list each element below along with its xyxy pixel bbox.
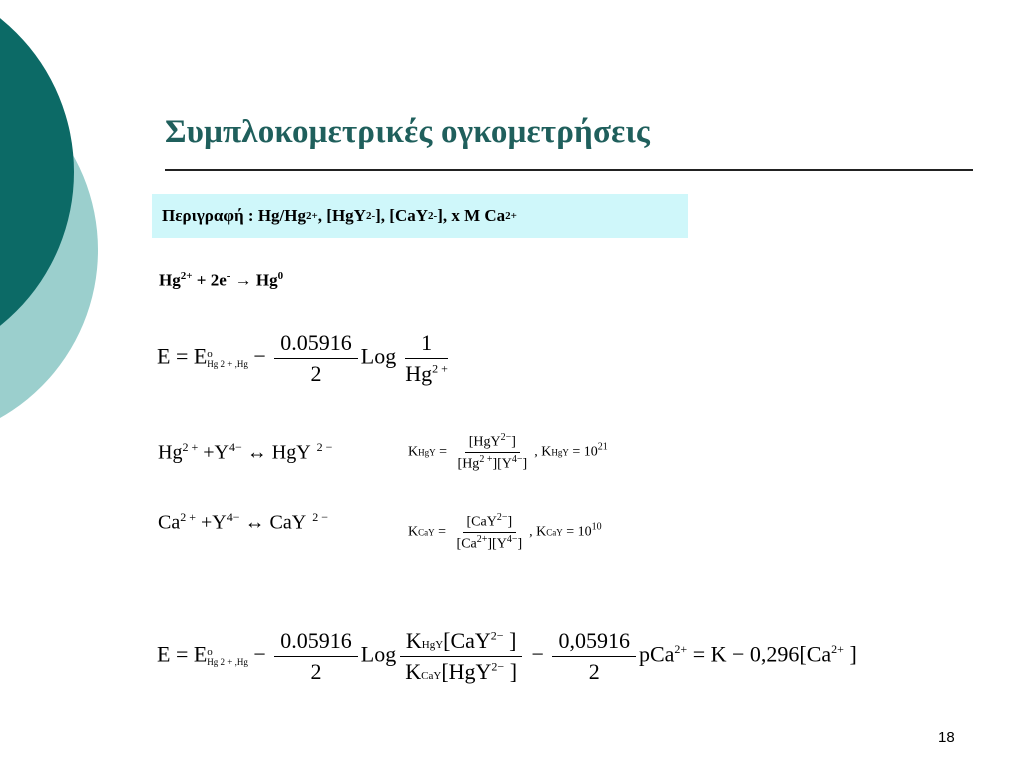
complex2-y-charge: 4− (226, 510, 240, 524)
nernst1-log-fraction (399, 330, 454, 387)
light-teal-circle (0, 57, 98, 443)
reaction-e-charge: - (226, 270, 231, 282)
complex1-reactant-charge: 2 + (182, 440, 199, 454)
nernst2-den-k: K (405, 659, 422, 684)
k2-exp: 10 (591, 521, 602, 533)
complex2-reactant: Ca (158, 511, 181, 534)
k1-tail: , K (534, 444, 552, 460)
k2-tail: , K (529, 524, 547, 540)
nernst2-den-conc: [HgY (441, 659, 492, 684)
nernst2-minus: − (247, 641, 272, 667)
nernst2-rhs-close: ] (843, 641, 857, 667)
nernst1-num: 1 (405, 330, 448, 359)
title-divider (165, 169, 973, 171)
k1-label: K (408, 444, 419, 460)
k2-den-wrap (453, 533, 527, 553)
nernst1-den-wrap (399, 359, 454, 387)
k1-den-b-sup: 4− (511, 453, 523, 465)
k1-den-b: ][Y (492, 456, 512, 472)
k2-label: K (408, 524, 419, 540)
nernst2-coef2-fraction (552, 628, 636, 685)
k1-exp: 21 (597, 441, 608, 453)
k2-den-b-sup: 4− (506, 533, 518, 545)
reaction-hg-charge: 2+ (180, 270, 193, 282)
description-sup4: 2+ (505, 210, 517, 222)
complex1-product-charge: 2 − (316, 440, 333, 454)
nernst1-coef-fraction (274, 330, 358, 387)
nernst2-num-k: K (405, 628, 422, 653)
nernst1-den: Hg (405, 361, 433, 386)
nernst2-num-conc: [CaY (443, 628, 491, 653)
k2-eq: = (434, 524, 450, 540)
reaction-mid: + 2e (192, 270, 227, 290)
description-sup3: 2- (428, 210, 438, 222)
nernst2-den-sup: 2− (491, 659, 505, 674)
k1-fraction (454, 432, 532, 472)
nernst2-e-sub: Hg 2 + ,Hg (207, 656, 248, 667)
nernst2-num-close: ] (503, 628, 517, 653)
k2-num-sup: 2− (496, 512, 508, 523)
complex1-arrow: ↔ HgY (241, 441, 311, 464)
complex1-y-charge: 4− (228, 440, 242, 454)
complex-reaction-hg (158, 440, 332, 465)
complex2-arrow: ↔ CaY (239, 511, 307, 534)
reaction-arrow: → Hg (230, 270, 278, 290)
nernst2-pca-sup: 2+ (674, 642, 688, 657)
k1-num-sup: 2− (500, 432, 512, 443)
nernst2-rhs-sup: 2+ (831, 642, 844, 657)
complex2-product-charge: 2 − (312, 510, 328, 524)
description-sup2: 2- (365, 210, 376, 222)
k2-num: [CaY (466, 514, 497, 530)
nernst2-den-close: ] (504, 659, 518, 684)
k1-num-wrap (465, 432, 520, 453)
stability-constant-hgy (408, 432, 608, 472)
nernst2-rhs: = K − 0,296[Ca (687, 641, 832, 667)
nernst1-log: Log (360, 343, 397, 369)
nernst1-e-sub: Hg 2 + ,Hg (207, 358, 248, 369)
nernst2-minus2: − (526, 641, 550, 667)
k2-den-a-sup: 2+ (476, 533, 488, 545)
k2-den-b: ][Y (487, 536, 507, 552)
nernst1-minus: − (247, 343, 272, 369)
dark-teal-circle (0, 0, 74, 369)
nernst2-e-sup: o (207, 645, 213, 658)
nernst2-num-sup: 2− (490, 628, 504, 643)
k1-den-a-sup: 2 + (479, 453, 493, 465)
reaction-product-charge: 0 (277, 270, 284, 282)
k1-tail-eq: = 10 (568, 444, 598, 460)
k2-den-close: ] (517, 536, 523, 552)
k2-den-a: [Ca (456, 536, 477, 552)
complex1-plus-y: +Y (198, 441, 229, 464)
nernst2-log: Log (360, 641, 397, 667)
nernst2-lhs: E = E (157, 641, 208, 667)
k1-den-a: [Hg (457, 456, 480, 472)
description-sup1: 2+ (306, 210, 318, 222)
nernst-equation-1 (157, 330, 457, 387)
nernst2-coef2-num: 0,05916 (552, 628, 636, 657)
nernst1-lhs: E = E (157, 343, 208, 369)
complex2-reactant-charge: 2 + (180, 510, 196, 524)
k2-sub: CaY (418, 527, 435, 538)
nernst1-coef-num: 0.05916 (274, 330, 358, 359)
reduction-reaction (159, 270, 283, 291)
nernst2-num-wrap (400, 628, 523, 657)
k1-eq: = (435, 444, 451, 460)
k2-tail-sub: CaY (546, 527, 563, 538)
k1-den-wrap (454, 453, 532, 473)
reaction-hg: Hg (159, 270, 181, 290)
k1-sub: HgY (418, 447, 436, 458)
description-mid3: ], x M Ca (437, 206, 506, 225)
description-box (152, 194, 688, 238)
nernst2-coef2-den: 2 (588, 659, 600, 684)
k2-num-wrap (463, 512, 517, 533)
k2-fraction (453, 512, 527, 552)
k2-num-close: ] (507, 514, 513, 530)
nernst2-num-k-sub: HgY (421, 639, 444, 651)
nernst-equation-2 (157, 628, 857, 685)
description-prefix: Περιγραφή : Hg/Hg (162, 206, 306, 225)
nernst2-den-k-sub: CaY (421, 670, 442, 682)
complex-reaction-ca (158, 510, 328, 535)
nernst1-coef-den: 2 (310, 361, 322, 386)
k1-den-close: ] (522, 456, 528, 472)
complex1-reactant: Hg (158, 441, 183, 464)
slide-title: Συμπλοκομετρικές ογκομετρήσεις (165, 114, 650, 150)
description-mid1: , [HgY (317, 206, 366, 225)
stability-constant-cay (408, 512, 602, 552)
nernst2-den-wrap (399, 657, 523, 685)
complex2-plus-y: +Y (196, 511, 227, 534)
nernst1-e-sup: o (207, 347, 213, 360)
k1-tail-sub: HgY (551, 447, 569, 458)
page-number: 18 (938, 729, 955, 746)
k1-num-close: ] (511, 434, 516, 450)
nernst2-coef-fraction (274, 628, 358, 685)
nernst2-log-fraction (399, 628, 523, 685)
nernst2-pca: pCa (638, 641, 675, 667)
nernst1-den-sup: 2 + (432, 361, 448, 376)
nernst2-coef-den: 2 (310, 659, 322, 684)
nernst2-coef-num: 0.05916 (274, 628, 358, 657)
description-mid2: ], [CaY (375, 206, 429, 225)
k2-tail-eq: = 10 (562, 524, 592, 540)
k1-num: [HgY (468, 434, 501, 450)
